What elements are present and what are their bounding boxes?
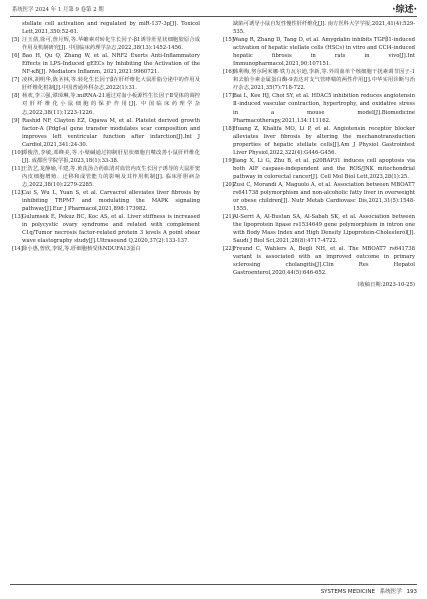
reference-number: [20] bbox=[223, 181, 234, 188]
journal-name-en: SYSTEMS MEDICINE bbox=[320, 589, 375, 595]
reference-text: 凌林,胡明华,陈圣林,等.转化生长因子β在肝纤维化大鼠肝脂分泌中的作用及肝纤维化机制[J].中国普通外科杂志,2022(1):31. bbox=[22, 77, 200, 92]
reference-text: 谭俊浩,李敏,邓峰美,等.小檗碱通过抑制肝星状细胞自噬改善小鼠肝纤维化[J]. 成都医学院学报,2023,18(1):33-38. bbox=[22, 149, 200, 164]
reference-item bbox=[223, 213, 415, 245]
reference-item bbox=[12, 149, 200, 165]
reference-item bbox=[12, 20, 200, 36]
journal-name-cn: 系统医学 bbox=[379, 589, 402, 595]
reference-column-left bbox=[12, 20, 200, 253]
reference-item bbox=[223, 20, 415, 36]
reference-number: [17] bbox=[223, 93, 234, 100]
reference-column-right bbox=[223, 20, 415, 289]
reference-text: 徐小惠,曾欣,李锐,等.肝细胞核受体NDUFA13蛋白 bbox=[22, 246, 141, 253]
reference-item bbox=[223, 36, 415, 68]
reference-item bbox=[223, 181, 415, 213]
reference-item bbox=[12, 165, 200, 189]
journal-issue-header: 系统医学 2024 年 1 月第 9 卷第 2 期 bbox=[12, 7, 104, 13]
reference-number: [9] bbox=[12, 117, 20, 124]
reference-number: [21] bbox=[223, 214, 234, 221]
page-footer bbox=[318, 587, 417, 595]
reference-number: [15] bbox=[223, 37, 234, 44]
reference-item bbox=[12, 213, 200, 245]
footer-divider bbox=[10, 584, 417, 585]
received-date: (收稿日期:2023-10-25) bbox=[357, 281, 415, 288]
reference-number: [5] bbox=[12, 37, 20, 44]
reference-number: [16] bbox=[223, 69, 234, 76]
section-label: ·综述· bbox=[392, 5, 417, 15]
reference-text: 王浩艺,龙静瑜,平建,等.黄芪汤合药血清对血管内皮生长因子诱导的大鼠肝窦内皮细胞增殖、迁移和成管能力的影响及其作用机制[J]. 临床肝胆病杂志,2022,38(10):2279-2285. bbox=[22, 165, 200, 188]
reference-text: Bao H, Qu Q, Zhang W, et al. NRF2 Exerts Anti-Inflammatory Effects in LPS-Induced gEECs by Inhibiting the Activation of the NF-κB[J]. Mediators Inflamm, 2021,2021:9960721. bbox=[22, 53, 200, 76]
reference-item bbox=[12, 189, 200, 213]
reference-text: Cai S, Wu L, Yuan S, et al. Carvacrol alleviates liver fibrosis by inhibiting TRPM7 and modulating the MAPK signaling pathway[J].Eur J Pharmacol,2021,898:173982. bbox=[22, 189, 200, 213]
reference-item bbox=[223, 245, 415, 277]
reference-text: 缺陷可诱导小鼠自发性慢性肝纤维化[J]. 南方医科大学学报,2021,41(4):529-535. bbox=[233, 21, 415, 36]
reference-text: Gulumsek E, Pekuz BC, Koc AS, et al. Liver stiffness is increased in polycystic ovary syndrome and related with complement C1q/Tumor necrosis factor-related protein 3 levels A point shear wave elastography study[J].Ultrasound Q,2020,37(2):133-137. bbox=[22, 214, 200, 245]
reference-item bbox=[12, 36, 200, 52]
reference-item bbox=[12, 76, 200, 92]
reference-number: [7] bbox=[12, 77, 20, 84]
reference-item bbox=[12, 52, 200, 76]
reference-number: [8] bbox=[12, 93, 20, 100]
header-divider bbox=[10, 16, 417, 17]
reference-text: Huang Z, Khalifa MO, Li P, et al. Angiotensin receptor blocker alleviates liver fibrosis by altering the mechanotransduction properties of hepatic stellate cells[J].Am J Physiol Gastrointest Liver Physiol,2022,322(4):G446-G456. bbox=[233, 125, 415, 156]
reference-item bbox=[223, 125, 415, 157]
reference-number: [18] bbox=[223, 125, 234, 132]
reference-item bbox=[223, 157, 415, 181]
reference-number: [6] bbox=[12, 53, 20, 60]
reference-text: Zusi C, Morandi A, Maguolo A, et al. Association between MBOAT7 rs641738 polymorphism and non-alcoholic fatty liver in overweight or obese children[J]. Nutr Metab Cardiovasc Dis,2021,31(5):1548-1555. bbox=[233, 181, 415, 213]
reference-text: 韩利梅,努尔阿米娜·铁力瓦尔迪,李新,等.外周血单个核细胞干扰素调节因子-1和去胎全素金属蛋白酶-9表达对支气管哮喘的两性作用[J].中华实用诊断与治疗杂志,2021,35(7):718-722. bbox=[233, 69, 415, 92]
reference-item bbox=[12, 92, 200, 116]
reference-text: 杨欢,李三强,谭璋琳,等.miRNA-21通过对血小板源性生长因子Ⅱ受体的调控对肝纤维化小鼠细胞的保护作用[J]. 中国临床药理学杂志,2022,38(11):1223-1226. bbox=[22, 93, 200, 116]
reference-item bbox=[223, 92, 415, 124]
reference-text: Bai L, Kee HJ, Choi SY, et al. HDAC5 inhibition reduces angiotensin Ⅱ-induced vascular contraction, hypertrophy, and oxidative stress in a mouse model[J].Biomedicine Pharmacotherapy,2021,134:111162. bbox=[233, 93, 415, 124]
page-number: 193 bbox=[406, 589, 417, 595]
reference-text: 汪玉倩,徐可,詹月辉,等.华蟾素对转化生长因子-β1诱导肝星状细胞胶原合成作用及机制研究[J]. 中国临床药理学杂志,2022,38(13):1452-1456. bbox=[22, 37, 200, 52]
reference-text: Rashid NF, Clayton EZ, Ogawa M, et al. Platelet derived growth factor-A (Pdgf-a) gene transfer modulates scar composition and improves left ventricular function after infarction[J].Int J Cardiol,2021,341:24-30. bbox=[22, 117, 200, 148]
reference-number: [10] bbox=[12, 149, 23, 156]
reference-text: Jiang X, Li G, Zhu B, et al. p20BAP31 induces cell apoptosis via both AIF caspase-independent and the ROS/JNK mitochondrial pathway in colorectal cancer[J]. Cell Mol Biol Lett,2023,28(1):25. bbox=[233, 157, 415, 180]
reference-item bbox=[12, 245, 200, 253]
reference-text: Freund C, Wahlers A, Begli NH, et al. The MBOAT7 rs641738 variant is associated with an improved outcome in primary sclerosing cholangitis[J].Clin Res Hepatol Gastroenterol,2020,44(5):646-652. bbox=[233, 246, 415, 277]
reference-number: [14] bbox=[12, 246, 23, 253]
reference-text: stellate cell activation and regulated by miR-137-3p[J]. Toxicol Lett,2021,350:52-61. bbox=[22, 21, 200, 36]
reference-text: Wang R, Zhang D, Tang D, et al. Amygdalin inhibits TGFβ1-induced activation of hepatic stellate cells (HSCs) in vitro and CCl4-induced hepatic fibrosis in rats in vivo[J].Int Immunopharmacol,2021,90:107151. bbox=[233, 37, 415, 68]
reference-item bbox=[223, 68, 415, 92]
reference-number: [11] bbox=[12, 165, 23, 172]
reference-text: Al-Serri A, Al-Bustan SA, Al-Sabah SK, et al. Association between the lipoprotein lipase rs1534649 gene polymorphism in intron one with Body Mass Index and High Density Lipoprotein-Cholesterol[J]. Saudi J Biol Sci,2021,28(8):4717-4722. bbox=[233, 214, 415, 245]
reference-number: [13] bbox=[12, 214, 23, 221]
reference-number: [12] bbox=[12, 189, 23, 196]
reference-item bbox=[12, 117, 200, 149]
reference-number: [19] bbox=[223, 157, 234, 164]
reference-number: [22] bbox=[223, 246, 234, 253]
